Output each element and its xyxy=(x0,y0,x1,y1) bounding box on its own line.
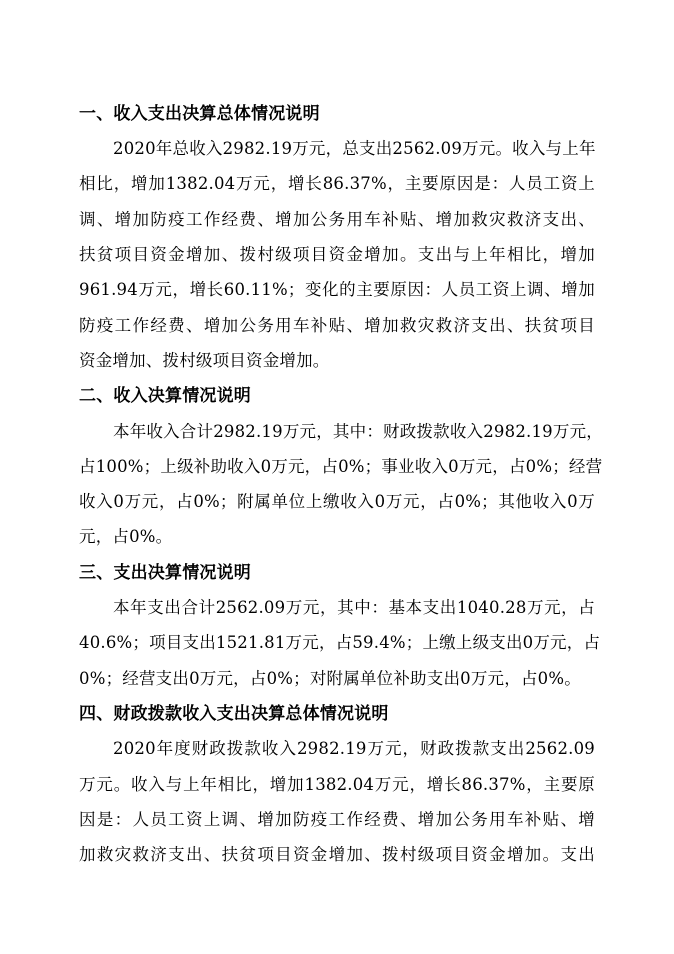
paragraph-line: 元，占0%。 xyxy=(79,527,173,546)
paragraph-line: 961.94万元，增长60.11%；变化的主要原因：人员工资上调、增加 xyxy=(79,280,595,299)
paragraph-line: 因是：人员工资上调、增加防疫工作经费、增加公务用车补贴、增 xyxy=(79,810,595,829)
paragraph-line: 相比，增加1382.04万元，增长86.37%，主要原因是：人员工资上 xyxy=(79,174,595,193)
paragraph-line: 本年收入合计2982.19万元，其中：财政拨款收入2982.19万元， xyxy=(113,422,603,441)
paragraph-line: 2020年度财政拨款收入2982.19万元，财政拨款支出2562.09 xyxy=(113,739,595,758)
paragraph-line: 万元。收入与上年相比，增加1382.04万元，增长86.37%，主要原 xyxy=(79,775,595,794)
paragraph-line: 加救灾救济支出、扶贫项目资金增加、拨村级项目资金增加。支出 xyxy=(79,845,595,864)
paragraph-line: 40.6%；项目支出1521.81万元，占59.4%；上缴上级支出0万元，占 xyxy=(79,633,601,652)
paragraph-line: 收入0万元，占0%；附属单位上缴收入0万元，占0%；其他收入0万 xyxy=(79,492,595,511)
paragraph-line: 本年支出合计2562.09万元，其中：基本支出1040.28万元，占 xyxy=(113,598,595,617)
paragraph-line: 扶贫项目资金增加、拨村级项目资金增加。支出与上年相比，增加 xyxy=(79,245,595,264)
paragraph-line: 防疫工作经费、增加公务用车补贴、增加救灾救济支出、扶贫项目 xyxy=(79,316,595,335)
section-1-heading: 一、收入支出决算总体情况说明 xyxy=(79,104,320,124)
section-3-heading: 三、支出决算情况说明 xyxy=(79,563,251,583)
paragraph-line: 资金增加、拨村级项目资金增加。 xyxy=(79,351,330,370)
paragraph-line: 占100%；上级补助收入0万元，占0%；事业收入0万元，占0%；经营 xyxy=(79,457,603,476)
paragraph-line: 2020年总收入2982.19万元，总支出2562.09万元。收入与上年 xyxy=(113,139,596,158)
section-4-heading: 四、财政拨款收入支出决算总体情况说明 xyxy=(79,704,389,724)
paragraph-line: 调、增加防疫工作经费、增加公务用车补贴、增加救灾救济支出、 xyxy=(79,210,595,229)
paragraph-line: 0%；经营支出0万元，占0%；对附属单位补助支出0万元，占0%。 xyxy=(79,669,581,688)
section-2-heading: 二、收入决算情况说明 xyxy=(79,386,251,406)
